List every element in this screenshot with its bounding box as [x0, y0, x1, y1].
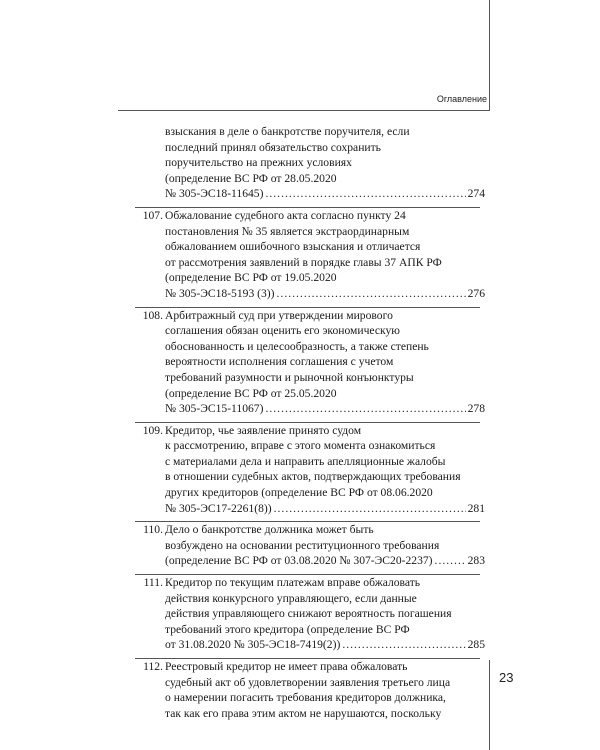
toc-entry-page: 283 [467, 554, 485, 568]
toc-entry-line: обжалованием ошибочного взыскания и отличается [165, 240, 421, 254]
toc-entry-line: к рассмотрению, вправе с этого момента ознакомиться [165, 439, 436, 453]
toc-entry-line: взыскания в деле о банкротстве поручителя, если [165, 125, 410, 138]
toc-entry-number: 108. [142, 308, 163, 322]
dot-leader [274, 501, 466, 517]
toc-entry-line: № 305-ЭС15-11067) [165, 402, 264, 416]
toc-entry [135, 659, 485, 721]
toc-entry-line: о намерении погасить требования кредиторов должника, [165, 691, 446, 705]
toc-entry-line: возбуждено на основании реституционного требования [165, 538, 440, 552]
toc-entry-line: так как его права этим актом не нарушаются, поскольку [165, 706, 442, 720]
toc-entry-line: требований разумности и рыночной конъюнктуры [165, 370, 414, 384]
dot-leader [265, 401, 465, 417]
toc-entry-line: других кредиторов (определение ВС РФ от 08.06.2020 [165, 486, 433, 500]
toc-entry-number: 112. [143, 660, 163, 673]
toc-entry-line: (определение ВС РФ от 28.05.2020 [165, 171, 337, 185]
toc-entry-line: постановления № 35 является экстраординарным [165, 224, 410, 238]
toc-entry-last-line [165, 637, 485, 653]
toc-entry-line: действия конкурсного управляющего, если данные [165, 591, 417, 605]
dot-leader [277, 286, 466, 302]
header-rule [118, 110, 490, 111]
toc-entry-last-line [165, 401, 485, 417]
toc-entry-line: № 305-ЭС17-2261(8)) [165, 501, 272, 515]
toc-entry-line: обоснованность и целесообразность, а также степень [165, 339, 429, 353]
toc-entry-line: действия управляющего снижают вероятность погашения [165, 607, 452, 621]
toc-entry [135, 522, 485, 569]
toc-entry-line: (определение ВС РФ от 25.05.2020 [165, 386, 337, 400]
toc-entry-line: вероятности исполнения соглашения с учетом [165, 355, 394, 369]
toc-entry-line: с материалами дела и направить апелляционные жалобы [165, 454, 446, 468]
toc-entry [135, 423, 485, 517]
toc-entry-line: Дело о банкротстве должника может быть [165, 523, 374, 537]
toc-entry-number: 109. [142, 423, 163, 437]
header-vertical-rule [489, 0, 490, 110]
toc-entry-last-line [165, 186, 485, 202]
toc-entry-line: № 305-ЭС18-5193 (3)) [165, 286, 275, 300]
toc-entry-line: требований этого кредитора (определение ВС РФ [165, 622, 410, 636]
toc-entry-page: 278 [467, 402, 485, 416]
toc-entry-last-line [165, 501, 485, 517]
toc-entry-line: в отношении судебных актов, подтверждающих требования [165, 470, 461, 484]
dot-leader [265, 186, 465, 202]
toc-entry-line: Арбитражный суд при утверждении мирового [165, 308, 393, 322]
toc-entry-last-line [165, 286, 485, 302]
toc-entry-line: Кредитор по текущим платежам вправе обжаловать [165, 576, 421, 590]
toc-entry [135, 575, 485, 653]
toc-entry-line: (определение ВС РФ от 03.08.2020 № 307-ЭС20-2237) [165, 554, 433, 568]
toc-entry-line: (определение ВС РФ от 19.05.2020 [165, 271, 337, 285]
toc-entry-line: № 305-ЭС18-11645) [165, 187, 264, 201]
toc-entry-line: поручительство на прежних условиях [165, 156, 352, 170]
toc-entry [135, 124, 485, 202]
toc-entry-line: Обжалование судебного акта согласно пункту 24 [165, 208, 406, 222]
toc-entry [135, 308, 485, 417]
toc-entry [135, 208, 485, 302]
toc-entry-line: от 31.08.2020 № 305-ЭС18-7419(2)) [165, 638, 341, 652]
toc-entry-line: Кредитор, чье заявление принято судом [165, 423, 362, 437]
toc-entry-page: 281 [467, 501, 485, 515]
toc-entry-number: 111. [143, 576, 163, 590]
dot-leader [435, 553, 466, 569]
toc-entry-line: соглашения обязан оценить его экономическую [165, 324, 400, 338]
footer-vertical-rule [489, 660, 490, 750]
table-of-contents [135, 124, 485, 721]
page-number: 23 [499, 670, 514, 685]
toc-entry-page: 276 [467, 286, 485, 300]
toc-entry-page: 274 [467, 187, 485, 201]
toc-entry-page: 285 [467, 638, 485, 652]
dot-leader [342, 637, 465, 653]
toc-entry-last-line [165, 553, 485, 569]
toc-entry-line: Реестровый кредитор не имеет права обжаловать [165, 660, 408, 673]
toc-entry-number: 110. [143, 523, 163, 537]
running-header-title: Оглавление [436, 94, 487, 104]
toc-entry-line: последний принял обязательство сохранить [165, 140, 381, 154]
toc-entry-number: 107. [142, 208, 163, 222]
toc-entry-line: от рассмотрения заявлений в порядке главы 37 АПК РФ [165, 255, 442, 269]
toc-entry-line: судебный акт об удовлетворении заявления третьего лица [165, 675, 451, 689]
